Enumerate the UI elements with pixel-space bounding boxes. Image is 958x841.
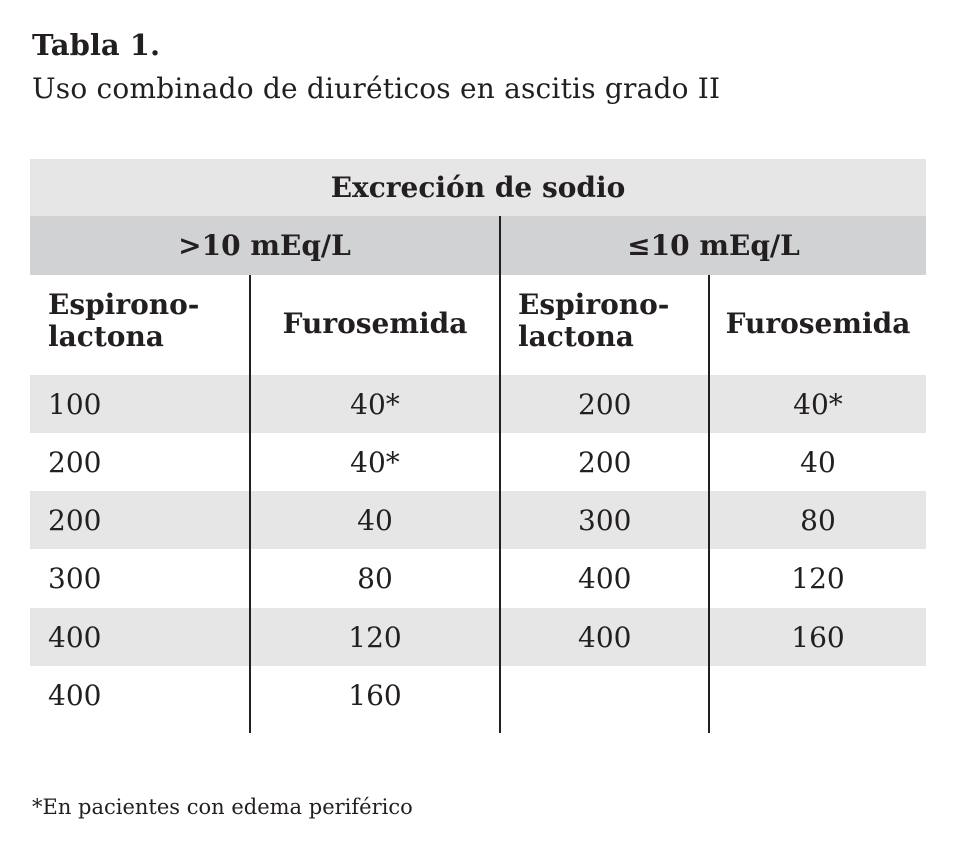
cell-left-furosemida: 40 [357, 504, 393, 537]
cell-left-espironolactona: 200 [48, 504, 102, 537]
header-sodium-excretion: Excreción de sodio [330, 171, 626, 204]
col-header-espironolactona-left [48, 289, 199, 353]
cell-left-furosemida: 160 [348, 679, 402, 712]
cell-left-espironolactona: 300 [48, 562, 102, 595]
cell-right-espironolactona: 300 [578, 504, 632, 537]
cell-left-espironolactona: 200 [48, 446, 102, 479]
group-header-over-10: >10 mEq/L [178, 229, 351, 262]
cell-right-espironolactona: 400 [578, 621, 632, 654]
table-title: Tabla 1. [32, 28, 161, 62]
col-header-line2: lactona [518, 320, 634, 354]
right-column-divider [708, 275, 710, 733]
cell-right-furosemida: 40* [793, 388, 843, 421]
group-divider [499, 216, 501, 733]
cell-right-furosemida: 40 [800, 446, 836, 479]
cell-right-espironolactona: 200 [578, 388, 632, 421]
group-header-under-10: ≤10 mEq/L [627, 229, 800, 262]
cell-left-furosemida: 120 [348, 621, 402, 654]
table-subtitle: Uso combinado de diuréticos en ascitis grado II [32, 72, 721, 105]
cell-right-furosemida: 80 [800, 504, 836, 537]
cell-right-furosemida: 160 [791, 621, 845, 654]
cell-left-furosemida: 80 [357, 562, 393, 595]
cell-left-espironolactona: 100 [48, 388, 102, 421]
table-footnote: *En pacientes con edema periférico [32, 795, 413, 819]
cell-left-espironolactona: 400 [48, 679, 102, 712]
col-header-espironolactona-right [518, 289, 669, 353]
col-header-line1: Espirono- [518, 288, 670, 321]
cell-right-espironolactona: 200 [578, 446, 632, 479]
cell-left-furosemida: 40* [350, 446, 400, 479]
col-header-furosemida-left: Furosemida [282, 307, 468, 340]
cell-right-espironolactona: 400 [578, 562, 632, 595]
left-column-divider [249, 275, 251, 733]
cell-right-furosemida: 120 [791, 562, 845, 595]
cell-left-furosemida: 40* [350, 388, 400, 421]
col-header-furosemida-right: Furosemida [725, 307, 911, 340]
cell-left-espironolactona: 400 [48, 621, 102, 654]
col-header-line1: Espirono- [48, 288, 200, 321]
col-header-line2: lactona [48, 320, 164, 354]
